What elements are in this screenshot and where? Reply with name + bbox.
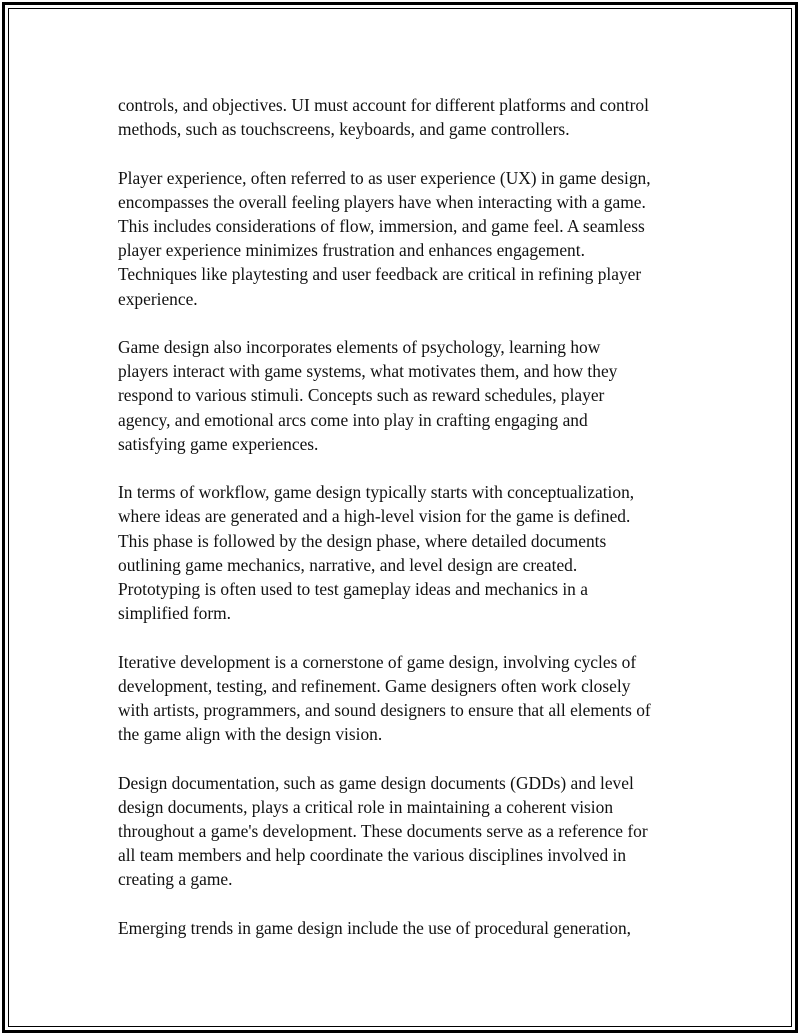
paragraph-ui-controls: controls, and objectives. UI must account for different platforms and control methods, such as touchscreens, keyboards, and game controllers. (118, 95, 649, 140)
paragraph-workflow: In terms of workflow, game design typically starts with conceptualization, where ideas are generated and a high-level vision for the game is defined. This phase is followed by the design phase, where detailed documents outlining game mechanics, narrative, and level design are created. Prototyping is often used to test gameplay ideas and mechanics in a simplified form. (118, 482, 635, 624)
paragraph-emerging-trends: Emerging trends in game design include the use of procedural generation, (118, 917, 632, 938)
paragraph-psychology: Game design also incorporates elements of psychology, learning how players interact with game systems, what motivates them, and how they respond to various stimuli. Concepts such as reward schedules, player agency, and emotional arcs come into play in crafting engaging and satisfying game experiences. (118, 337, 618, 454)
paragraph-design-documentation: Design documentation, such as game design documents (GDDs) and level design documents, plays a critical role in maintaining a coherent vision throughout a game's development. These documents serve as a reference for all team members and help coordinate the various disciplines involved in creating a game. (118, 772, 648, 890)
document-body (118, 93, 684, 964)
paragraph-iterative-development: Iterative development is a cornerstone of game design, involving cycles of development, testing, and refinement. Game designers often work closely with artists, programmers, and sound designers to ensure that all elements of the game align with the design vision. (118, 651, 651, 745)
paragraph-player-experience: Player experience, often referred to as user experience (UX) in game design, encompasses the overall feeling players have when interacting with a game. This includes considerations of flow, immersion, and game feel. A seamless player experience minimizes frustration and enhances engagement. Techniques like playtesting and user feedback are critical in refining player experience. (118, 167, 651, 309)
